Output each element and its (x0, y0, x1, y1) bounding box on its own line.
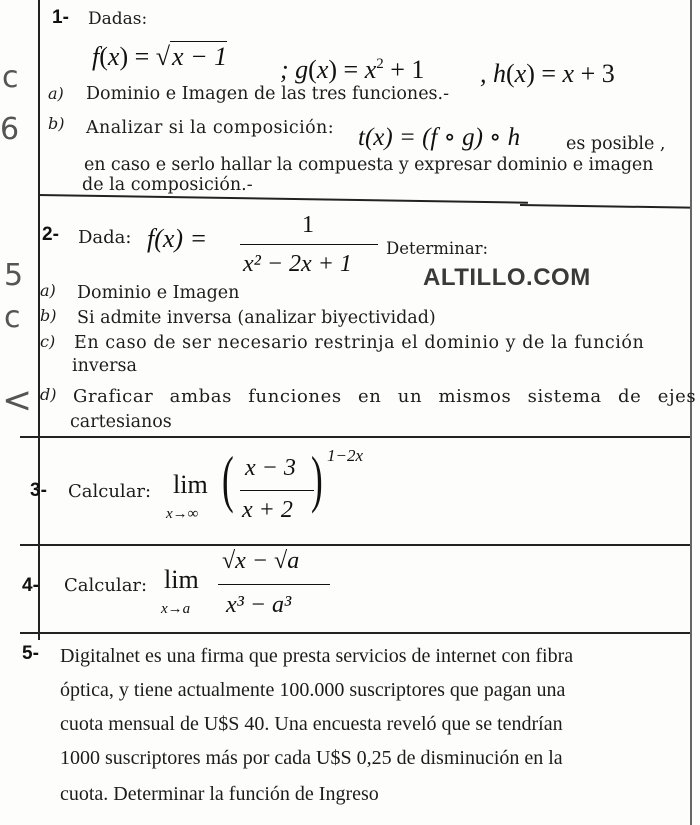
fraction-numerator: x − 3 (245, 455, 296, 481)
composition-formula: t(x) = (f ∘ g) ∘ h (358, 124, 521, 151)
limit-subscript: x→∞ (166, 506, 199, 522)
limit-operator: lim (173, 470, 208, 499)
item-text: cartesianos (70, 412, 172, 432)
function-g: ; $g(x) = x^2 + 1$ (280, 55, 425, 84)
fraction-bar (240, 244, 378, 245)
margin-mark: c (2, 60, 19, 95)
fraction-denominator: x² − 2x + 1 (243, 251, 352, 277)
limit-subscript: x→a (161, 601, 191, 617)
right-margin-line (690, 0, 692, 825)
item-letter: a) (48, 84, 64, 103)
question-intro: Dada: (78, 227, 132, 248)
function-lhs: f(x) = (147, 224, 208, 253)
margin-mark: 6 (0, 112, 20, 147)
item-text: Dominio e Imagen de las tres funciones.- (86, 84, 450, 104)
question-number: 5- (22, 643, 39, 664)
item-text: inversa (72, 356, 137, 376)
item-text: Si admite inversa (analizar biyectividad) (77, 308, 436, 328)
limit-operator: lim (164, 565, 199, 594)
item-text: en caso e serlo hallar la compuesta y expresar dominio e imagen (84, 155, 654, 175)
problem-line: Digitalnet es una firma que presta servicios de internet con fibra (60, 645, 574, 667)
fraction-numerator: √x − √a (222, 548, 300, 574)
problem-line: 1000 suscriptores más por cada U$S 0,25 de disminución en la (60, 747, 563, 769)
margin-mark: < (2, 380, 33, 421)
section-divider (20, 544, 690, 546)
question-number: 3- (30, 480, 47, 501)
problem-line: óptica, y tiene actualmente 100.000 suscriptores que pagan una (60, 679, 566, 701)
margin-mark: c (4, 300, 21, 335)
limit-exponent: 1−2x (327, 446, 364, 465)
right-paren: ) (311, 443, 323, 514)
calcular-label: Calcular: (64, 575, 148, 596)
section-divider (38, 194, 528, 203)
question-number: 1- (52, 7, 69, 28)
question-number: 2- (42, 224, 59, 245)
calcular-label: Calcular: (68, 481, 152, 502)
fraction-numerator: 1 (302, 212, 314, 238)
item-text: Graficar ambas funciones en un mismos sistema de ejes (73, 386, 697, 407)
fraction-denominator: x³ − a³ (226, 592, 292, 618)
section-divider (20, 632, 690, 634)
margin-mark: 5 (4, 258, 24, 293)
section-divider (520, 204, 690, 208)
fraction-denominator: x + 2 (242, 497, 293, 523)
left-paren: ( (222, 443, 234, 514)
item-letter: d) (40, 385, 57, 404)
item-text: es posible , (566, 134, 666, 154)
problem-line: cuota. Determinar la función de Ingreso (60, 783, 379, 805)
item-letter: b) (48, 114, 65, 133)
function-f: f(x) = √x − 1 (92, 42, 228, 71)
item-text: En caso de ser necesario restrinja el dominio y de la función (74, 333, 645, 353)
determinar-label: Determinar: (386, 239, 489, 258)
item-text: Dominio e Imagen (77, 283, 240, 303)
fraction-bar (240, 490, 314, 491)
item-letter: c) (40, 332, 56, 351)
question-number: 4- (22, 575, 39, 596)
watermark: ALTILLO.COM (423, 264, 591, 291)
item-text: de la composición.- (82, 175, 253, 195)
item-letter: a) (40, 281, 56, 300)
function-h: , h(x) = x + 3 (480, 59, 615, 88)
question-intro: Dadas: (88, 9, 148, 29)
item-letter: b) (40, 306, 57, 325)
section-divider (20, 436, 690, 438)
item-text: Analizar si la composición: (86, 118, 334, 138)
problem-line: cuota mensual de U$S 40. Una encuesta reveló que se tendrían (60, 713, 563, 735)
fraction-bar (218, 584, 330, 585)
